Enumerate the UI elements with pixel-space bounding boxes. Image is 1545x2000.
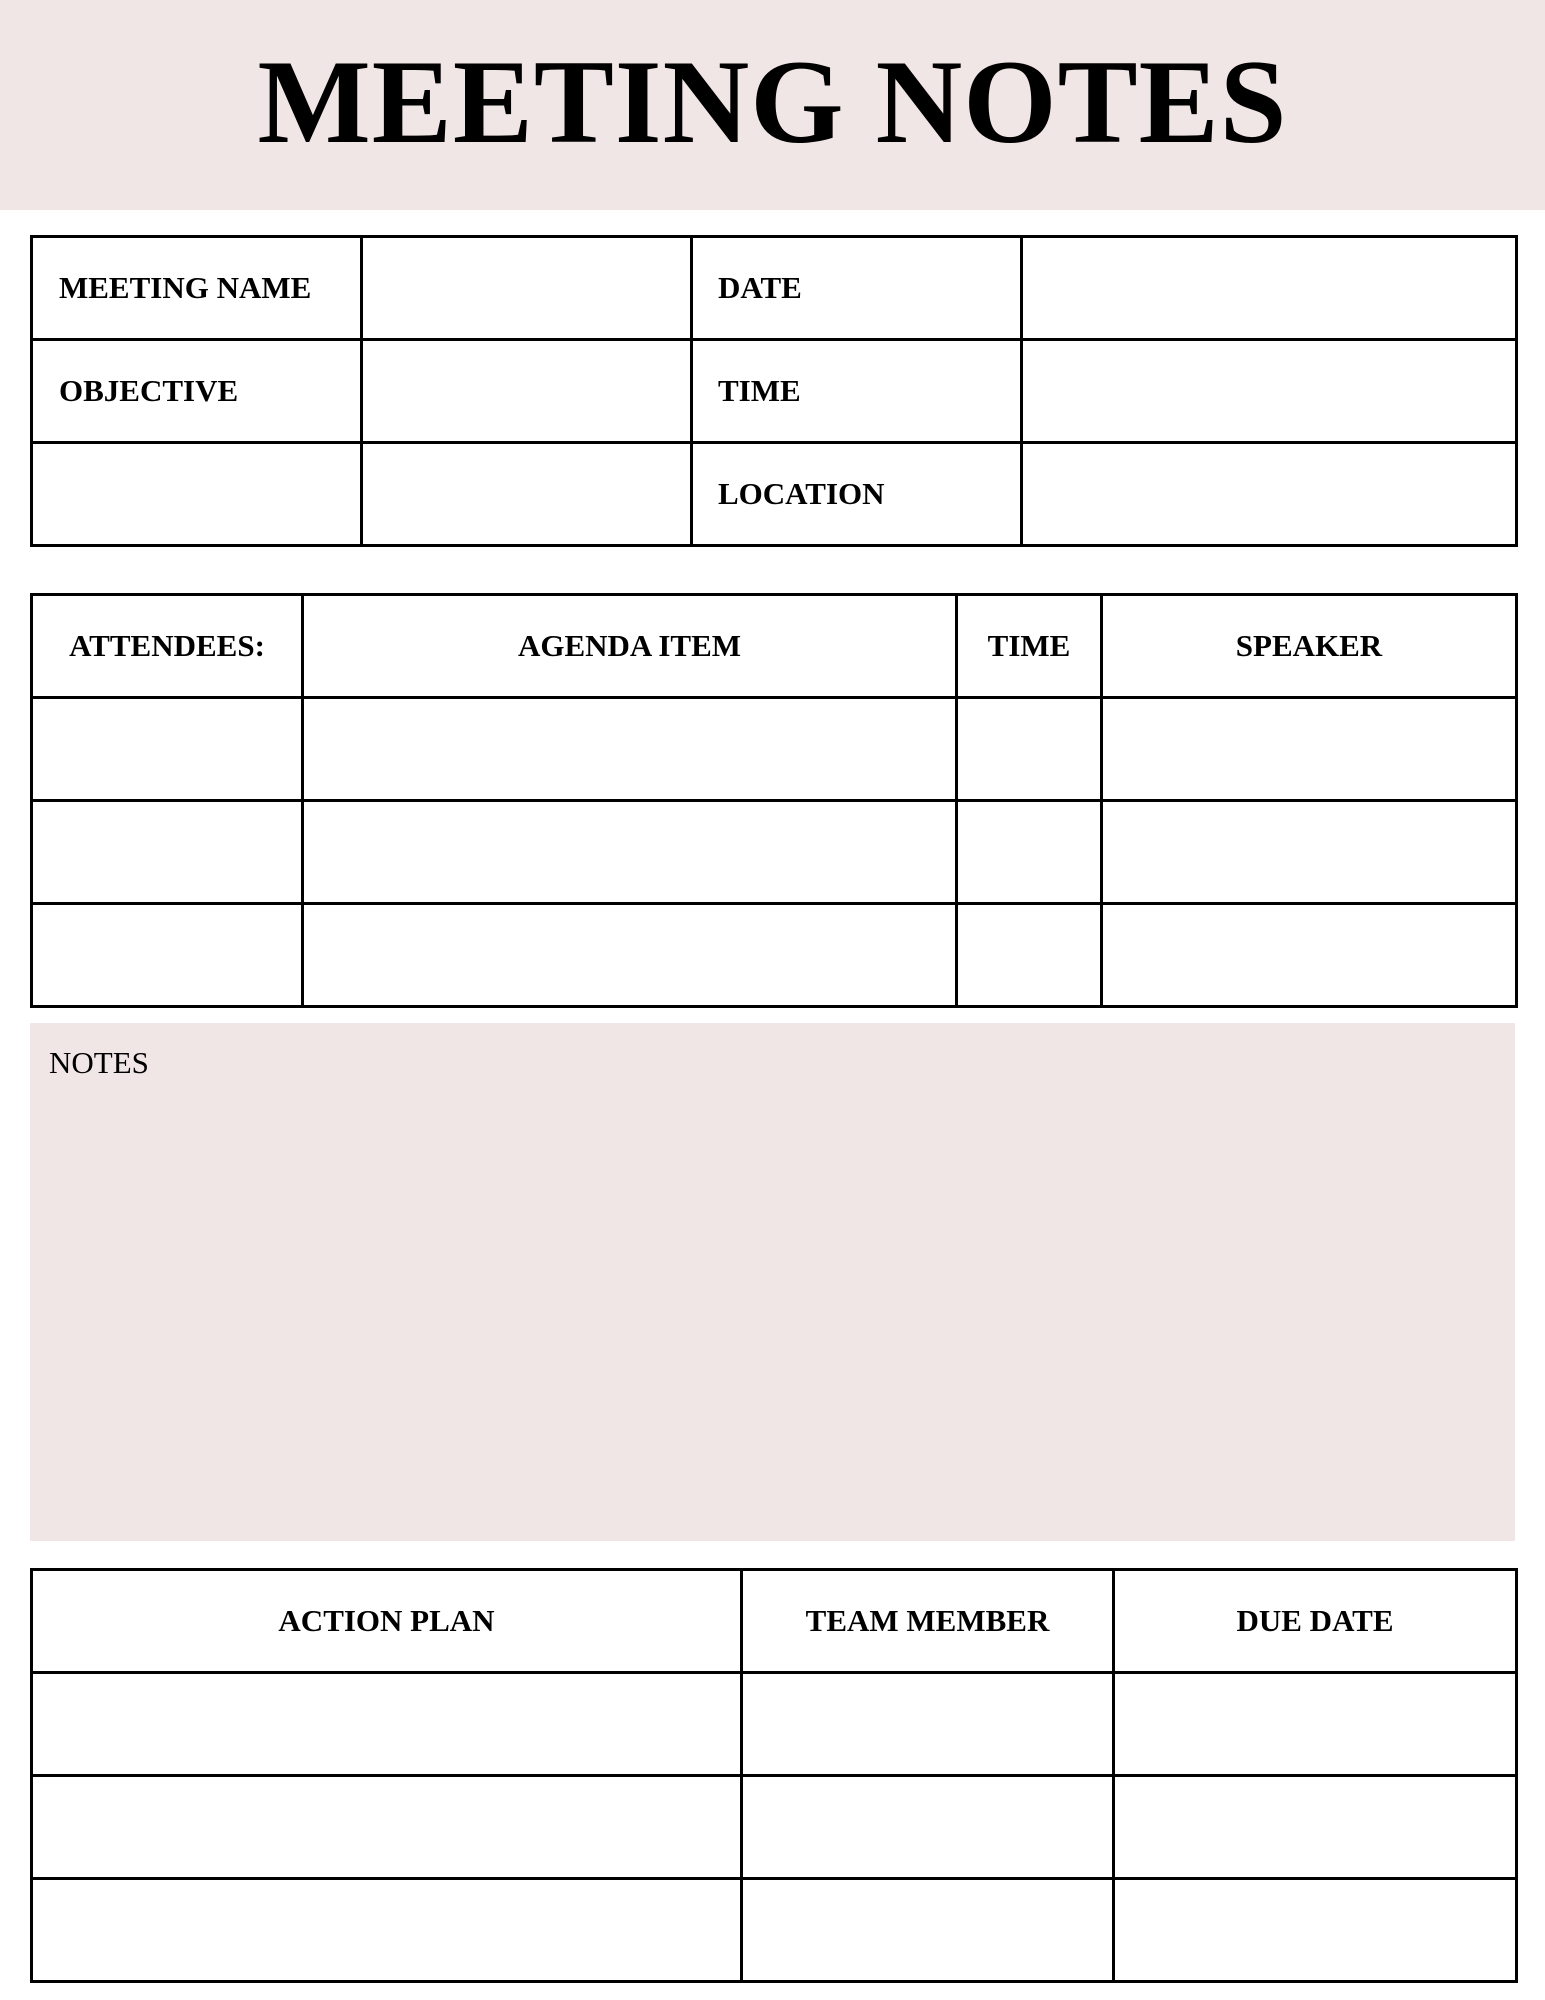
table-row (32, 1673, 1517, 1776)
agenda-time-cell[interactable] (957, 698, 1102, 801)
attendee-cell[interactable] (32, 698, 303, 801)
due-date-cell[interactable] (1114, 1673, 1517, 1776)
notes-label: NOTES (49, 1045, 149, 1080)
table-row (32, 237, 1517, 340)
meeting-info-table (30, 235, 1518, 547)
objective-field-extra[interactable] (32, 443, 362, 546)
notes-area[interactable] (30, 1023, 1515, 1541)
time-label: TIME (692, 340, 1022, 443)
table-row (32, 904, 1517, 1007)
table-row (32, 443, 1517, 546)
objective-field[interactable] (362, 340, 692, 443)
attendees-header: ATTENDEES: (32, 595, 303, 698)
agenda-table (30, 593, 1518, 1008)
agenda-item-header: AGENDA ITEM (303, 595, 957, 698)
table-row (32, 1776, 1517, 1879)
team-member-cell[interactable] (742, 1879, 1114, 1982)
attendee-cell[interactable] (32, 904, 303, 1007)
due-date-header: DUE DATE (1114, 1570, 1517, 1673)
table-row (32, 801, 1517, 904)
header-band (0, 0, 1545, 210)
meeting-name-field[interactable] (362, 237, 692, 340)
team-member-header: TEAM MEMBER (742, 1570, 1114, 1673)
speaker-header: SPEAKER (1102, 595, 1517, 698)
team-member-cell[interactable] (742, 1776, 1114, 1879)
team-member-cell[interactable] (742, 1673, 1114, 1776)
meeting-name-label: MEETING NAME (32, 237, 362, 340)
date-field[interactable] (1022, 237, 1517, 340)
table-row (32, 1879, 1517, 1982)
agenda-time-cell[interactable] (957, 801, 1102, 904)
action-plan-header: ACTION PLAN (32, 1570, 742, 1673)
objective-label: OBJECTIVE (32, 340, 362, 443)
date-label: DATE (692, 237, 1022, 340)
agenda-item-cell[interactable] (303, 801, 957, 904)
location-label: LOCATION (692, 443, 1022, 546)
page-title: MEETING NOTES (257, 35, 1288, 168)
location-field[interactable] (1022, 443, 1517, 546)
attendee-cell[interactable] (32, 801, 303, 904)
due-date-cell[interactable] (1114, 1776, 1517, 1879)
table-header-row (32, 595, 1517, 698)
action-plan-table (30, 1568, 1518, 1983)
speaker-cell[interactable] (1102, 698, 1517, 801)
table-row (32, 340, 1517, 443)
due-date-cell[interactable] (1114, 1879, 1517, 1982)
objective-value-extra[interactable] (362, 443, 692, 546)
agenda-time-header: TIME (957, 595, 1102, 698)
agenda-item-cell[interactable] (303, 698, 957, 801)
time-field[interactable] (1022, 340, 1517, 443)
table-row (32, 698, 1517, 801)
action-plan-cell[interactable] (32, 1673, 742, 1776)
agenda-time-cell[interactable] (957, 904, 1102, 1007)
action-plan-cell[interactable] (32, 1776, 742, 1879)
action-plan-cell[interactable] (32, 1879, 742, 1982)
speaker-cell[interactable] (1102, 801, 1517, 904)
agenda-item-cell[interactable] (303, 904, 957, 1007)
speaker-cell[interactable] (1102, 904, 1517, 1007)
table-header-row (32, 1570, 1517, 1673)
